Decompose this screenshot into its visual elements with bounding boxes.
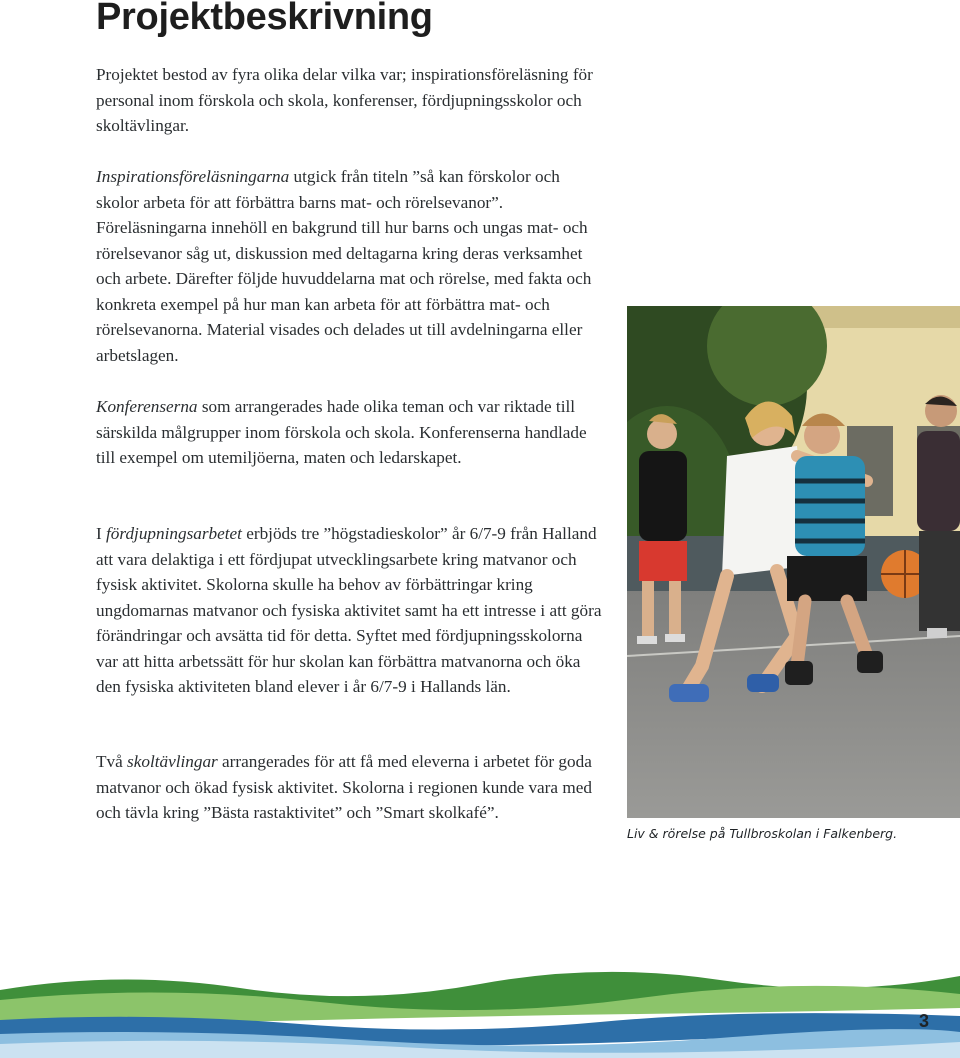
- competitions-paragraph: [96, 749, 606, 826]
- lectures-term: Inspirationsföreläsningarna: [96, 167, 290, 186]
- conferences-text: som arrangerades hade olika teman och var riktade till särskilda målgrupper inom förskola och skola. Konferenserna handlade till exempel om utemiljöerna, maten och ledarskapet.: [96, 397, 587, 467]
- decorative-wave-border: [0, 950, 960, 1058]
- photo-caption: Liv & rörelse på Tullbroskolan i Falkenberg.: [627, 826, 898, 841]
- page-title: Projektbeskrivning: [96, 0, 433, 38]
- schoolyard-illustration: [627, 306, 960, 818]
- lectures-text: utgick från titeln ”så kan förskolor och skolor arbeta för att förbättra barns mat- och rörelsevanor”. Föreläsningarna innehöll en bakgrund till hur barns och ungas mat- och rörelsevanor såg ut, diskussion med deltagarna kring deras verksamhet och arbete. Därefter följde huvuddelarna mat och rörelse, med fakta och konkreta exempel på hur man kan arbeta för att förbättra mat- och rörelsevanorna. Material visades och delades ut till avdelningarna eller arbetslagen.: [96, 167, 592, 365]
- intro-text: Projektet bestod av fyra olika delar vilka var; inspirationsföreläsning för personal inom förskola och skola, konferenser, fördjupningsskolor och skoltävlingar.: [96, 65, 593, 135]
- deepening-paragraph: [96, 521, 606, 700]
- basketball-photo: [627, 306, 960, 818]
- conferences-paragraph: [96, 394, 606, 471]
- deepening-prefix: I: [96, 524, 107, 543]
- deepening-text: erbjöds tre ”högstadieskolor” år 6/7-9 från Halland att vara delaktiga i ett fördjupat utvecklingsarbete kring matvanor och fysisk aktivitet. Skolorna skulle ha behov av förbättringar kring ungdomarnas matvanor och fysiska aktivitet samt ha ett intresse i att göra förändringar och avsätta tid för detta. Syftet med fördjupningsskolorna var att hitta arbetssätt för hur skolan kan förbättra matvanorna och öka den fysiska aktiviteten bland elever i år 6/7-9 i Hallands län.: [96, 524, 602, 696]
- deepening-term: fördjupningsarbetet: [106, 524, 242, 543]
- page-number: 3: [918, 1011, 929, 1031]
- conferences-term: Konferenserna: [96, 397, 198, 416]
- lectures-paragraph: [96, 164, 606, 368]
- intro-paragraph: [96, 62, 606, 139]
- competitions-prefix: Två: [96, 752, 128, 771]
- competitions-term: skoltävlingar: [127, 752, 218, 771]
- competitions-text: arrangerades för att få med eleverna i arbetet för goda matvanor och ökad fysisk aktivitet. Skolorna i regionen kunde vara med och tävla kring ”Bästa rastaktivitet” och ”Smart skolkafé”.: [96, 752, 592, 822]
